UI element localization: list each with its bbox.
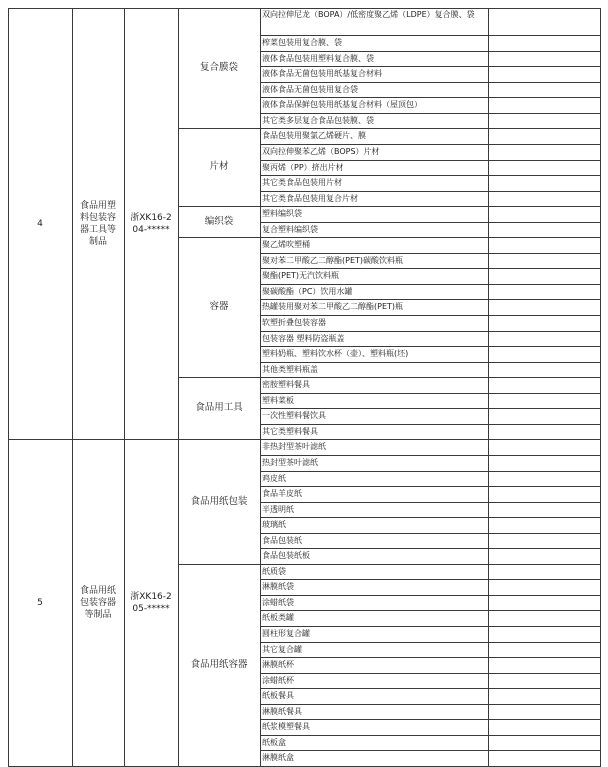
product-unit: 食品用纸包装容器等制品 xyxy=(79,585,116,620)
category-name: 编织袋 xyxy=(204,215,234,227)
item-name: 纸浆模塑餐具 xyxy=(262,722,310,732)
item-name: 软塑折叠包装容器 xyxy=(262,318,326,327)
item-name: 聚丙烯（PP）挤出片材 xyxy=(262,162,344,172)
category-name: 食品用工具 xyxy=(195,402,243,414)
item-name: 其它类食品包装用复合片材 xyxy=(262,193,358,203)
table-rule xyxy=(178,8,179,767)
table-rule xyxy=(8,8,9,767)
item-name: 双向拉伸聚苯乙烯（BOPS）片材 xyxy=(262,146,380,156)
table-rule xyxy=(72,8,73,767)
item-name: 纸质袋 xyxy=(262,566,286,576)
item-name: 榨菜包装用复合膜、袋 xyxy=(262,38,342,48)
item-name: 聚碳酸酯（PC）饮用水罐 xyxy=(262,286,353,296)
item-name: 聚乙烯吹塑桶 xyxy=(262,240,310,250)
item-name: 半透明纸 xyxy=(262,504,294,514)
item-name: 其它类塑料餐具 xyxy=(262,426,318,436)
item-name: 非热封型茶叶滤纸 xyxy=(262,442,326,452)
category-name: 片材 xyxy=(209,161,229,173)
item-name: 包装容器 塑料防盗瓶盖 xyxy=(262,333,345,343)
item-name: 复合塑料编织袋 xyxy=(262,224,318,234)
item-name: 食品包装用聚氯乙烯硬片、膜 xyxy=(262,131,366,141)
item-name: 液体食品包装用塑料复合膜、袋 xyxy=(262,53,374,63)
item-name: 热罐装用聚对苯二甲酸乙二醇酯(PET)瓶 xyxy=(262,302,404,312)
table-rule xyxy=(124,8,125,767)
item-name: 淋膜纸盒 xyxy=(262,753,294,763)
table-rule xyxy=(260,8,261,767)
category-name: 食品用纸容器 xyxy=(190,658,248,670)
license-code: 浙XK16-204-***** xyxy=(130,212,172,235)
item-name: 食品包装纸 xyxy=(262,535,302,545)
item-name: 双向拉伸尼龙（BOPA）/低密度聚乙烯（LDPE）复合膜、袋 xyxy=(262,10,475,19)
item-name: 液体食品无菌包装用复合袋 xyxy=(262,84,358,94)
item-name: 其它类多层复合食品包装膜、袋 xyxy=(262,115,374,125)
table-rule xyxy=(488,8,489,767)
item-name: 其他类塑料瓶盖 xyxy=(262,364,318,374)
item-name: 食品羊皮纸 xyxy=(262,489,302,499)
row-number: 5 xyxy=(37,597,43,608)
item-name: 其它类食品包装用片材 xyxy=(262,178,342,188)
item-name: 塑料菜板 xyxy=(262,395,294,405)
category-name: 食品用纸包装 xyxy=(190,495,248,507)
item-name: 淋膜纸杯 xyxy=(262,660,294,670)
item-name: 食品包装纸板 xyxy=(262,551,310,561)
category-name: 容器 xyxy=(209,301,229,313)
table-rule xyxy=(8,8,601,9)
item-name: 其它复合罐 xyxy=(262,644,302,654)
item-name: 涂蜡纸杯 xyxy=(262,675,294,685)
item-name: 密胺塑料餐具 xyxy=(262,380,310,390)
item-name: 液体食品保鲜包装用纸基复合材料（屋顶包） xyxy=(262,100,422,110)
item-name: 纸板餐具 xyxy=(262,691,294,701)
item-name: 淋膜纸袋 xyxy=(262,582,294,592)
product-unit: 食品用塑料包装容器工具等制品 xyxy=(79,200,116,247)
item-name: 纸板类罐 xyxy=(262,613,294,623)
item-name: 淋膜纸餐具 xyxy=(262,706,302,716)
item-name: 圆柱形复合罐 xyxy=(262,629,310,638)
item-name: 液体食品无菌包装用纸基复合材料 xyxy=(262,69,382,79)
item-name: 塑料奶瓶、塑料饮水杯（壶）、塑料瓶(坯) xyxy=(262,349,409,359)
item-name: 纸板盒 xyxy=(262,737,286,747)
item-name: 涂蜡纸袋 xyxy=(262,597,294,607)
item-name: 塑料编织袋 xyxy=(262,209,302,219)
item-name: 聚酯(PET)无汽饮料瓶 xyxy=(262,271,340,281)
item-name: 热封型茶叶滤纸 xyxy=(262,457,318,467)
table-rule xyxy=(600,8,601,767)
item-name: 鸡皮纸 xyxy=(262,473,286,483)
item-name: 聚对苯二甲酸乙二醇酯(PET)碳酸饮料瓶 xyxy=(262,255,404,265)
item-name: 玻璃纸 xyxy=(262,520,286,530)
license-code: 浙XK16-205-***** xyxy=(130,591,172,614)
item-name: 一次性塑料餐饮具 xyxy=(262,411,326,421)
category-name: 复合膜袋 xyxy=(199,62,238,74)
row-number: 4 xyxy=(37,218,43,229)
